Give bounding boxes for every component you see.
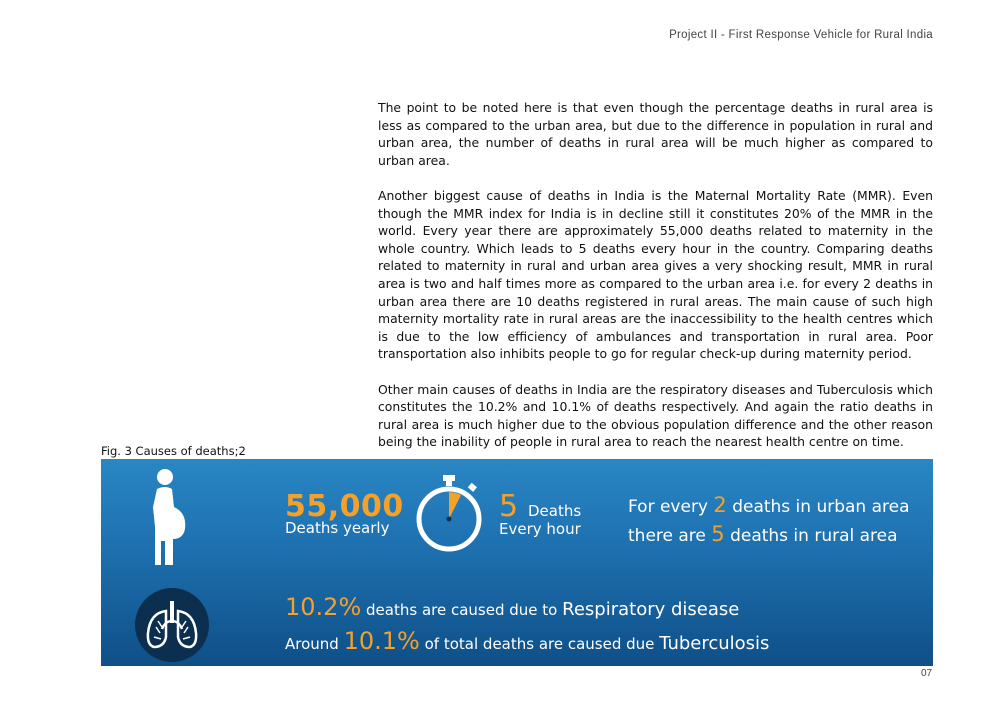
page-number: 07 <box>921 668 933 679</box>
stopwatch-icon <box>413 475 485 553</box>
respiratory-stat <box>285 593 739 621</box>
ratio-urban-number: 2 <box>713 493 727 517</box>
tuberculosis-text: of total deaths are caused due <box>424 635 655 653</box>
lungs-icon <box>134 587 210 663</box>
causes-of-deaths-infographic <box>101 459 933 666</box>
paragraph: Another biggest cause of deaths in India is the Maternal Mortality Rate (MMR). Even though the MMR index for India is in decline still it constitutes 20% of the MMR in the world. Every year there are approximately 55,000 deaths related to maternity in the whole country. Which leads to 5 deaths every hour in the country. Comparing deaths related to maternity in rural and urban area gives a very shocking result, MMR in rural area is two and half times more as compared to the urban area i.e. for every 2 deaths in urban area there are 10 deaths registered in rural areas. The main cause of such high maternity mortality rate in rural areas are the inaccessibility to the health centres which is due to the low efficiency of ambulances and transportation in rural area. Poor transportation also inhibits people to go for regular check-up during maternity period. <box>378 187 933 362</box>
tuberculosis-stat <box>285 627 769 655</box>
body-text <box>378 99 933 451</box>
ratio-rural-number: 5 <box>711 522 725 546</box>
document-header: Project II - First Response Vehicle for Rural India <box>669 29 933 41</box>
urban-rural-ratio <box>628 492 910 550</box>
tuberculosis-percent: 10.1% <box>343 627 420 655</box>
ratio-line1-prefix: For every <box>628 497 708 517</box>
tuberculosis-prefix: Around <box>285 635 339 653</box>
figure-caption: Fig. 3 Causes of deaths;2 <box>101 444 246 458</box>
paragraph: The point to be noted here is that even though the percentage deaths in rural area is less as compared to the urban area, but due to the difference in population in rural and urban area, the number of deaths in rural area will be much higher as compared to urban area. <box>378 100 933 168</box>
yearly-deaths-number: 55,000 <box>285 489 404 524</box>
paragraph: Other main causes of deaths in India are the respiratory diseases and Tuberculosis which constitutes the 10.2% and 10.1% of deaths respectively. And again the ratio deaths in rural area is much higher due to the obvious population difference and the other reason being the inability of people in rural area to reach the nearest health centre on time. <box>378 381 933 450</box>
respiratory-percent: 10.2% <box>285 593 362 621</box>
ratio-line2-prefix: there are <box>628 526 706 546</box>
ratio-line2-suffix: deaths in rural area <box>730 526 898 546</box>
yearly-deaths-label: Deaths yearly <box>285 519 390 537</box>
hourly-deaths-sub: Every hour <box>499 520 581 538</box>
hourly-deaths-number: 5 <box>499 489 519 524</box>
pregnant-woman-icon <box>145 467 195 567</box>
ratio-line1-suffix: deaths in urban area <box>732 497 910 517</box>
hourly-deaths-label: Deaths <box>528 502 582 520</box>
respiratory-text: deaths are caused due to <box>366 601 558 619</box>
respiratory-cause: Respiratory disease <box>562 599 740 620</box>
tuberculosis-cause: Tuberculosis <box>659 633 770 654</box>
